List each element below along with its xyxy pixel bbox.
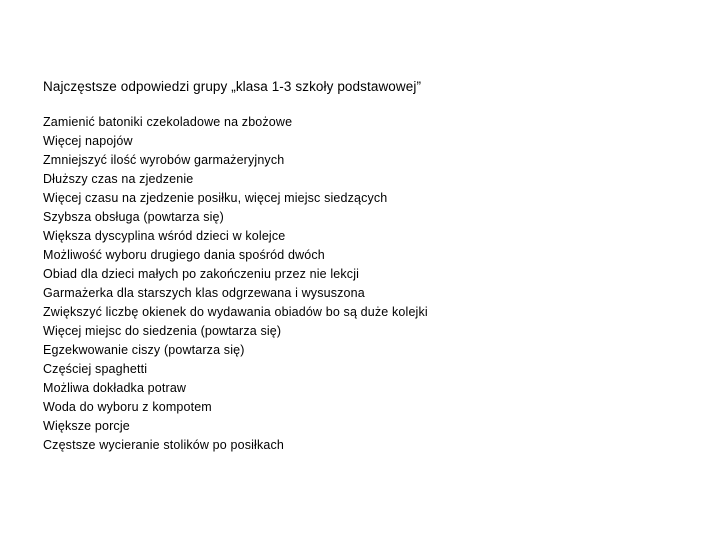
answer-item: Zwiększyć liczbę okienek do wydawania obiadów bo są duże kolejki <box>43 305 428 319</box>
answer-item: Zmniejszyć ilość wyrobów garmażeryjnych <box>43 153 285 167</box>
answer-item: Częściej spaghetti <box>43 362 148 376</box>
answer-item: Więcej napojów <box>43 134 133 148</box>
answer-item: Garmażerka dla starszych klas odgrzewana i wysuszona <box>43 286 365 300</box>
answer-item: Większe porcje <box>43 419 130 433</box>
answer-item: Egzekwowanie ciszy (powtarza się) <box>43 343 245 357</box>
answer-item: Większa dyscyplina wśród dzieci w kolejce <box>43 229 286 243</box>
answer-item: Więcej miejsc do siedzenia (powtarza się) <box>43 324 282 338</box>
slide-heading: Najczęstsze odpowiedzi grupy „klasa 1-3 szkoły podstawowej” <box>43 79 422 94</box>
slide-content <box>43 77 703 455</box>
answer-item: Możliwa dokładka potraw <box>43 381 187 395</box>
answer-item: Zamienić batoniki czekoladowe na zbożowe <box>43 115 293 129</box>
answer-item: Obiad dla dzieci małych po zakończeniu przez nie lekcji <box>43 267 360 281</box>
answer-item: Dłuższy czas na zjedzenie <box>43 172 194 186</box>
answer-item: Szybsza obsługa (powtarza się) <box>43 210 224 224</box>
answer-item: Możliwość wyboru drugiego dania spośród dwóch <box>43 248 325 262</box>
answer-item: Częstsze wycieranie stolików po posiłkach <box>43 438 284 452</box>
answer-item: Więcej czasu na zjedzenie posiłku, więcej miejsc siedzących <box>43 191 388 205</box>
answers-list <box>43 113 703 455</box>
answer-item: Woda do wyboru z kompotem <box>43 400 212 414</box>
